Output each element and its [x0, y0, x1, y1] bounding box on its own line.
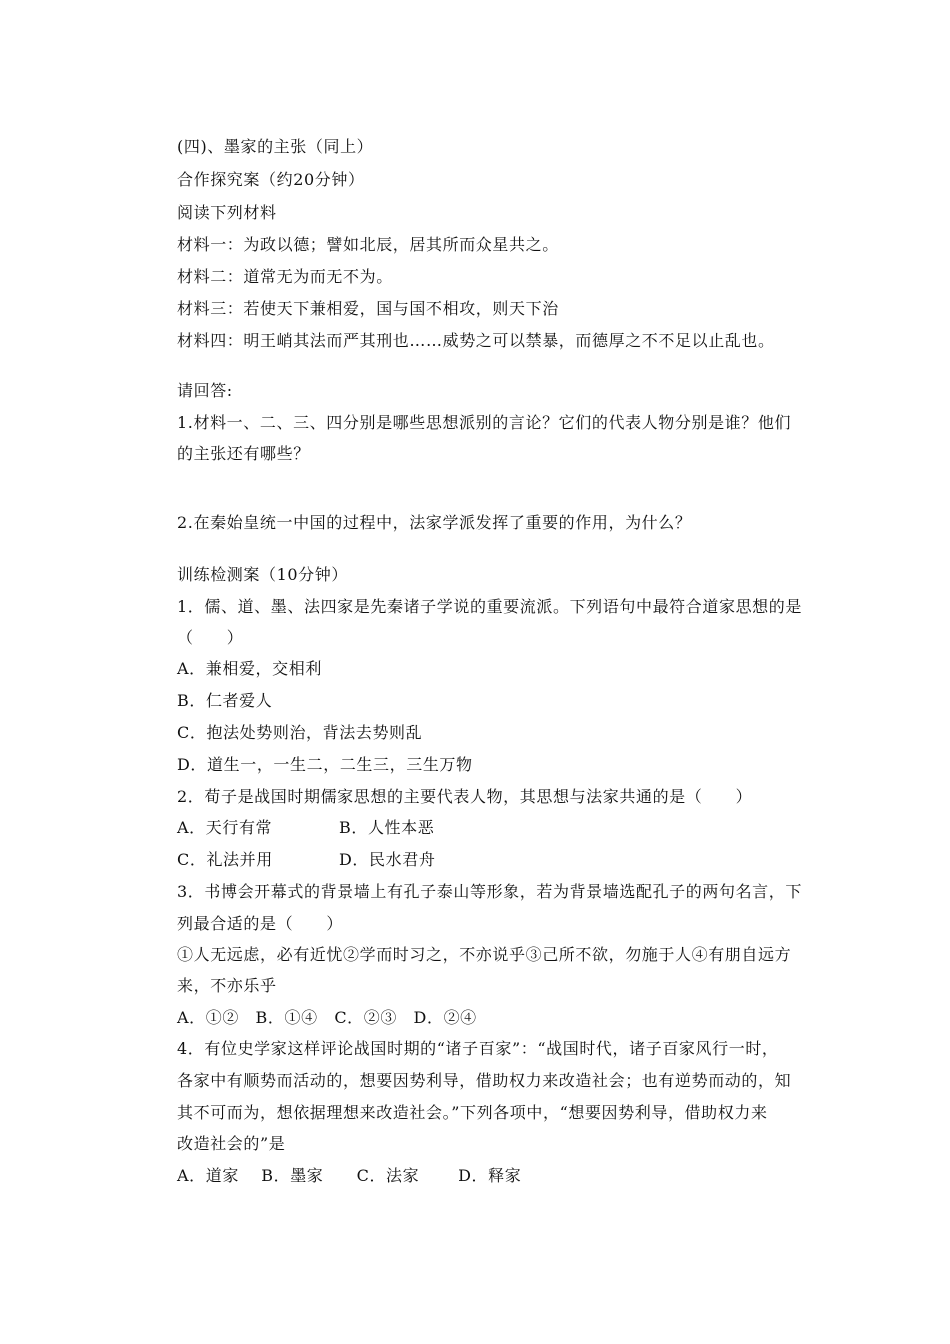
train-question-4-line-4: 改造社会的”是 [177, 1134, 286, 1153]
q2-option-c: C．礼法并用 [177, 850, 273, 869]
q2-option-d: D．民水君舟 [339, 850, 436, 869]
q2-option-b: B．人性本恶 [339, 818, 435, 837]
q2-option-a: A．天行有常 [177, 818, 273, 837]
train-question-3-line-2: 列最合适的是（ ） [177, 914, 344, 933]
train-section-title: 训练检测案（10分钟） [177, 565, 348, 584]
coop-question-1-line-1: 1.材料一、二、三、四分别是哪些思想派别的言论？它们的代表人物分别是谁？他们 [177, 413, 792, 432]
train-question-1-line-2: （ ） [177, 628, 244, 647]
train-question-4-line-3: 其不可而为，想依据理想来改造社会。”下列各项中，“想要因势利导，借助权力来 [177, 1103, 768, 1122]
coop-question-2: 2.在秦始皇统一中国的过程中，法家学派发挥了重要的作用，为什么？ [177, 513, 692, 532]
q1-option-a: A．兼相爱，交相利 [177, 659, 322, 678]
coop-read-instruction: 阅读下列材料 [177, 203, 277, 222]
train-question-2: 2．荀子是战国时期儒家思想的主要代表人物，其思想与法家共通的是（ ） [177, 787, 753, 806]
q2-options-row-2 [177, 850, 436, 870]
answer-prompt: 请回答: [177, 381, 233, 400]
coop-section-title: 合作探究案（约20分钟） [177, 170, 365, 189]
material-4: 材料四：明王峭其法而严其刑也……威势之可以禁暴，而德厚之不不足以止乱也。 [177, 331, 775, 350]
q1-option-d: D．道生一，一生二，二生三，三生万物 [177, 755, 473, 774]
material-1: 材料一：为政以德；譬如北辰，居其所而众星共之。 [177, 235, 559, 254]
q1-option-b: B．仁者爱人 [177, 691, 273, 710]
train-question-4-line-1: 4．有位史学家这样评论战国时期的“诸子百家”：“战国时代，诸子百家风行一时， [177, 1039, 779, 1058]
material-2: 材料二：道常无为而无不为。 [177, 267, 393, 286]
q3-options: A．①② B．①④ C．②③ D．②④ [177, 1008, 477, 1027]
train-question-4-line-2: 各家中有顺势而活动的，想要因势利导，借助权力来改造社会；也有逆势而动的，知 [177, 1071, 792, 1090]
q4-options: A．道家 B．墨家 C．法家 D．释家 [177, 1166, 522, 1185]
section-heading-mohist: (四)、墨家的主张（同上） [177, 137, 374, 156]
q1-option-c: C．抱法处势则治，背法去势则乱 [177, 723, 423, 742]
q2-options-row-1 [177, 818, 435, 838]
coop-question-1-line-2: 的主张还有哪些？ [177, 444, 310, 463]
train-question-3-line-3: ①人无远虑，必有近忧②学而时习之，不亦说乎③己所不欲，勿施于人④有朋自远方 [177, 945, 792, 964]
train-question-3-line-4: 来，不亦乐乎 [177, 976, 277, 995]
train-question-3-line-1: 3．书博会开幕式的背景墙上有孔子泰山等形象，若为背景墙选配孔子的两句名言，下 [177, 882, 802, 901]
train-question-1-line-1: 1．儒、道、墨、法四家是先秦诸子学说的重要流派。下列语句中最符合道家思想的是 [177, 597, 802, 616]
material-3: 材料三：若使天下兼相爱，国与国不相攻，则天下治 [177, 299, 559, 318]
